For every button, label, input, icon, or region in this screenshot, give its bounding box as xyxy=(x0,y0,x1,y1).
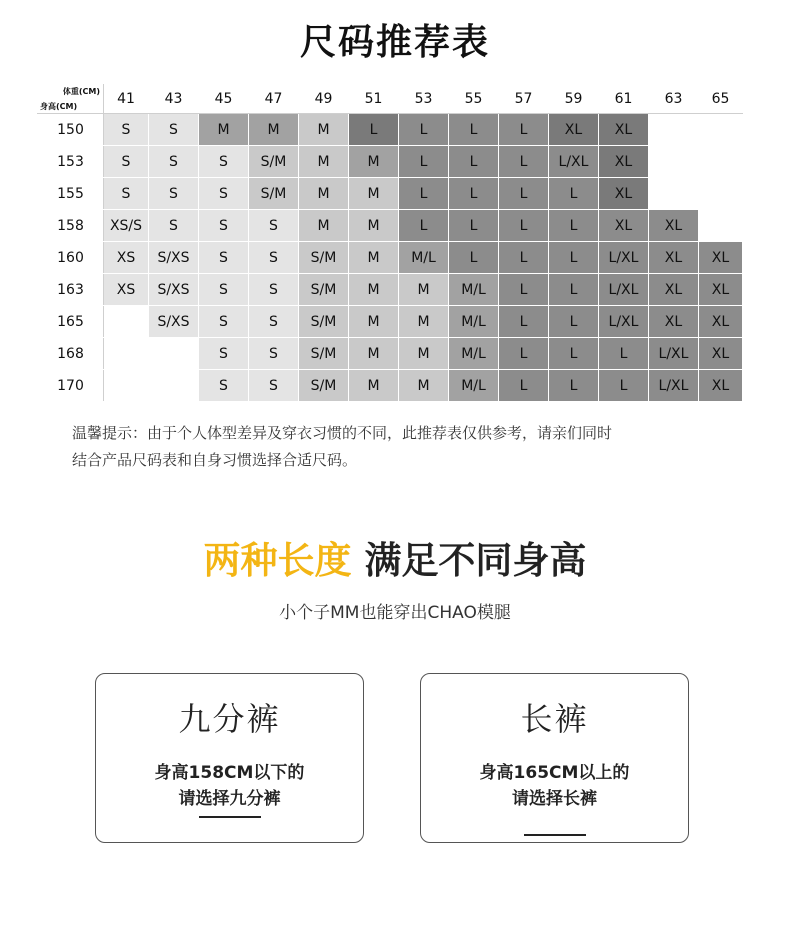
size-cell: S/M xyxy=(299,242,349,274)
height-header-cell: 168 xyxy=(38,338,104,370)
size-chart-row xyxy=(38,178,743,210)
height-header-cell: 165 xyxy=(38,306,104,338)
size-cell: M xyxy=(299,146,349,178)
size-cell: S/M xyxy=(299,370,349,402)
weight-header-cell: 55 xyxy=(449,85,499,114)
size-cell: XL xyxy=(549,114,599,146)
size-cell: L xyxy=(549,242,599,274)
height-header-cell: 150 xyxy=(38,114,104,146)
card-desc-line-1: 身高158CM以下的 xyxy=(154,763,305,783)
card-description xyxy=(96,760,363,812)
size-cell: S xyxy=(149,146,199,178)
size-cell: M xyxy=(399,370,449,402)
size-cell: L xyxy=(499,114,549,146)
weight-header-cell: 43 xyxy=(149,85,199,114)
weight-header-cell: 51 xyxy=(349,85,399,114)
size-cell: S xyxy=(249,306,299,338)
card-desc-line-2: 请选择长裤 xyxy=(512,789,597,809)
size-cell: L/XL xyxy=(599,274,649,306)
size-cell: L xyxy=(499,146,549,178)
size-cell: XL xyxy=(699,338,743,370)
size-cell: L xyxy=(499,306,549,338)
card-cropped-pants xyxy=(95,673,364,843)
size-cell: M xyxy=(299,178,349,210)
size-cell: M xyxy=(349,178,399,210)
size-chart-row xyxy=(38,210,743,242)
size-cell: L xyxy=(549,274,599,306)
size-cell: L xyxy=(399,146,449,178)
size-cell: XS xyxy=(104,274,149,306)
size-chart-row xyxy=(38,338,743,370)
size-cell: M xyxy=(299,114,349,146)
page-title: 尺码推荐表 xyxy=(299,22,490,63)
size-cell: S xyxy=(149,210,199,242)
size-cell: S xyxy=(104,146,149,178)
size-cell: L xyxy=(449,242,499,274)
size-cell: S/XS xyxy=(149,274,199,306)
size-cell: XL xyxy=(699,370,743,402)
tip-line-1: 温馨提示：由于个人体型差异及穿衣习惯的不同，此推荐表仅供参考，请亲们同时 xyxy=(72,424,613,442)
size-cell: M xyxy=(249,114,299,146)
height-header-cell: 170 xyxy=(38,370,104,402)
card-title: 九分裤 xyxy=(178,700,281,738)
size-cell: S xyxy=(249,338,299,370)
size-cell: S xyxy=(199,242,249,274)
weight-header-cell: 61 xyxy=(599,85,649,114)
size-cell xyxy=(104,338,149,370)
weight-header-cell: 49 xyxy=(299,85,349,114)
size-cell: XL xyxy=(649,242,699,274)
weight-header-cell: 53 xyxy=(399,85,449,114)
size-chart-header-row xyxy=(38,85,743,114)
size-cell: L xyxy=(499,274,549,306)
size-cell: L xyxy=(499,338,549,370)
height-header-cell: 155 xyxy=(38,178,104,210)
weight-header-cell: 63 xyxy=(649,85,699,114)
card-underline xyxy=(199,816,261,818)
length-subline: 小个子MM也能穿出CHAO模腿 xyxy=(279,603,511,623)
size-chart-row xyxy=(38,146,743,178)
size-cell: M xyxy=(349,274,399,306)
size-cell: L xyxy=(499,210,549,242)
size-cell: M xyxy=(399,338,449,370)
size-cell: XL xyxy=(599,114,649,146)
headline-rest: 满足不同身高 xyxy=(364,539,587,582)
size-cell: S/M xyxy=(249,178,299,210)
size-cell: S xyxy=(199,146,249,178)
size-tip xyxy=(72,420,732,474)
size-cell: L xyxy=(549,210,599,242)
size-cell: M/L xyxy=(399,242,449,274)
weight-header-cell: 57 xyxy=(499,85,549,114)
size-cell: M xyxy=(349,146,399,178)
size-cell: M xyxy=(349,210,399,242)
weight-header-cell: 47 xyxy=(249,85,299,114)
size-cell: S/M xyxy=(299,338,349,370)
size-chart-corner xyxy=(38,85,104,114)
size-chart-row xyxy=(38,242,743,274)
size-cell: S xyxy=(149,178,199,210)
size-cell xyxy=(699,210,743,242)
length-headline xyxy=(0,530,790,584)
size-cell: L xyxy=(449,210,499,242)
size-cell: XL xyxy=(699,306,743,338)
card-title: 长裤 xyxy=(520,700,589,738)
size-cell: L xyxy=(549,306,599,338)
size-cell: S xyxy=(199,274,249,306)
size-chart-row xyxy=(38,114,743,146)
size-cell xyxy=(699,114,743,146)
size-cell: L/XL xyxy=(599,306,649,338)
size-cell: XL xyxy=(599,210,649,242)
size-cell xyxy=(649,114,699,146)
weight-header-cell: 59 xyxy=(549,85,599,114)
card-underline xyxy=(524,834,586,836)
headline-highlight: 两种长度 xyxy=(203,539,352,582)
size-cell: L/XL xyxy=(649,370,699,402)
size-cell: XL xyxy=(649,210,699,242)
size-cell: S xyxy=(199,210,249,242)
size-cell: XL xyxy=(649,306,699,338)
height-header-cell: 158 xyxy=(38,210,104,242)
size-cell: S xyxy=(249,274,299,306)
size-cell: M/L xyxy=(449,274,499,306)
size-cell: XL xyxy=(699,242,743,274)
weight-header-cell: 65 xyxy=(699,85,743,114)
weight-axis-label: 体重(CM) xyxy=(62,87,100,96)
height-header-cell: 160 xyxy=(38,242,104,274)
size-cell xyxy=(149,370,199,402)
size-cell: S xyxy=(104,178,149,210)
size-cell: L xyxy=(499,178,549,210)
size-cell: M/L xyxy=(449,338,499,370)
size-cell xyxy=(699,146,743,178)
size-cell: S xyxy=(199,178,249,210)
size-cell: L xyxy=(499,370,549,402)
size-cell: L xyxy=(599,370,649,402)
size-cell: M xyxy=(349,242,399,274)
size-cell: L xyxy=(549,178,599,210)
size-cell: M xyxy=(199,114,249,146)
size-cell: S/XS xyxy=(149,306,199,338)
size-cell: L xyxy=(599,338,649,370)
size-cell: XL xyxy=(649,274,699,306)
card-description xyxy=(421,760,688,812)
size-cell: S xyxy=(104,114,149,146)
size-cell: S xyxy=(149,114,199,146)
height-header-cell: 153 xyxy=(38,146,104,178)
size-cell xyxy=(699,178,743,210)
size-cell: L/XL xyxy=(649,338,699,370)
size-cell: S/M xyxy=(299,274,349,306)
size-cell: S xyxy=(249,370,299,402)
size-cell: L/XL xyxy=(549,146,599,178)
weight-header-cell: 45 xyxy=(199,85,249,114)
size-cell: L/XL xyxy=(599,242,649,274)
size-cell: XL xyxy=(599,146,649,178)
height-axis-label: 身高(CM) xyxy=(40,102,78,111)
size-cell: L xyxy=(399,210,449,242)
card-desc-line-1: 身高165CM以上的 xyxy=(479,763,630,783)
size-cell: L xyxy=(499,242,549,274)
weight-header-cell: 41 xyxy=(104,85,149,114)
size-cell: L xyxy=(399,114,449,146)
size-cell: S/M xyxy=(249,146,299,178)
size-cell: S/M xyxy=(299,306,349,338)
size-cell: M xyxy=(299,210,349,242)
size-cell: L xyxy=(449,178,499,210)
size-cell: L xyxy=(449,114,499,146)
size-cell: S xyxy=(199,370,249,402)
size-chart-row xyxy=(38,370,743,402)
size-cell: M/L xyxy=(449,306,499,338)
card-desc-line-2: 请选择九分裤 xyxy=(178,789,281,809)
size-chart-row xyxy=(38,274,743,306)
height-header-cell: 163 xyxy=(38,274,104,306)
size-cell: M xyxy=(349,338,399,370)
size-cell xyxy=(104,370,149,402)
size-cell xyxy=(149,338,199,370)
size-cell: M xyxy=(349,306,399,338)
size-cell xyxy=(649,146,699,178)
size-cell: L xyxy=(549,370,599,402)
size-cell: L xyxy=(449,146,499,178)
size-chart-row xyxy=(38,306,743,338)
size-cell: L xyxy=(549,338,599,370)
size-cell xyxy=(104,306,149,338)
size-cell: S xyxy=(199,338,249,370)
size-cell: S xyxy=(199,306,249,338)
size-cell: L xyxy=(399,178,449,210)
size-cell: XS xyxy=(104,242,149,274)
size-cell: L xyxy=(349,114,399,146)
tip-line-2: 结合产品尺码表和自身习惯选择合适尺码。 xyxy=(72,451,358,469)
size-cell: M xyxy=(399,274,449,306)
size-cell xyxy=(649,178,699,210)
size-cell: S xyxy=(249,210,299,242)
size-cell: M/L xyxy=(449,370,499,402)
size-cell: XS/S xyxy=(104,210,149,242)
size-cell: S xyxy=(249,242,299,274)
card-long-pants xyxy=(420,673,689,843)
size-cell: M xyxy=(349,370,399,402)
size-chart-table xyxy=(37,84,743,402)
size-cell: XL xyxy=(699,274,743,306)
size-cell: S/XS xyxy=(149,242,199,274)
size-cell: M xyxy=(399,306,449,338)
size-cell: XL xyxy=(599,178,649,210)
